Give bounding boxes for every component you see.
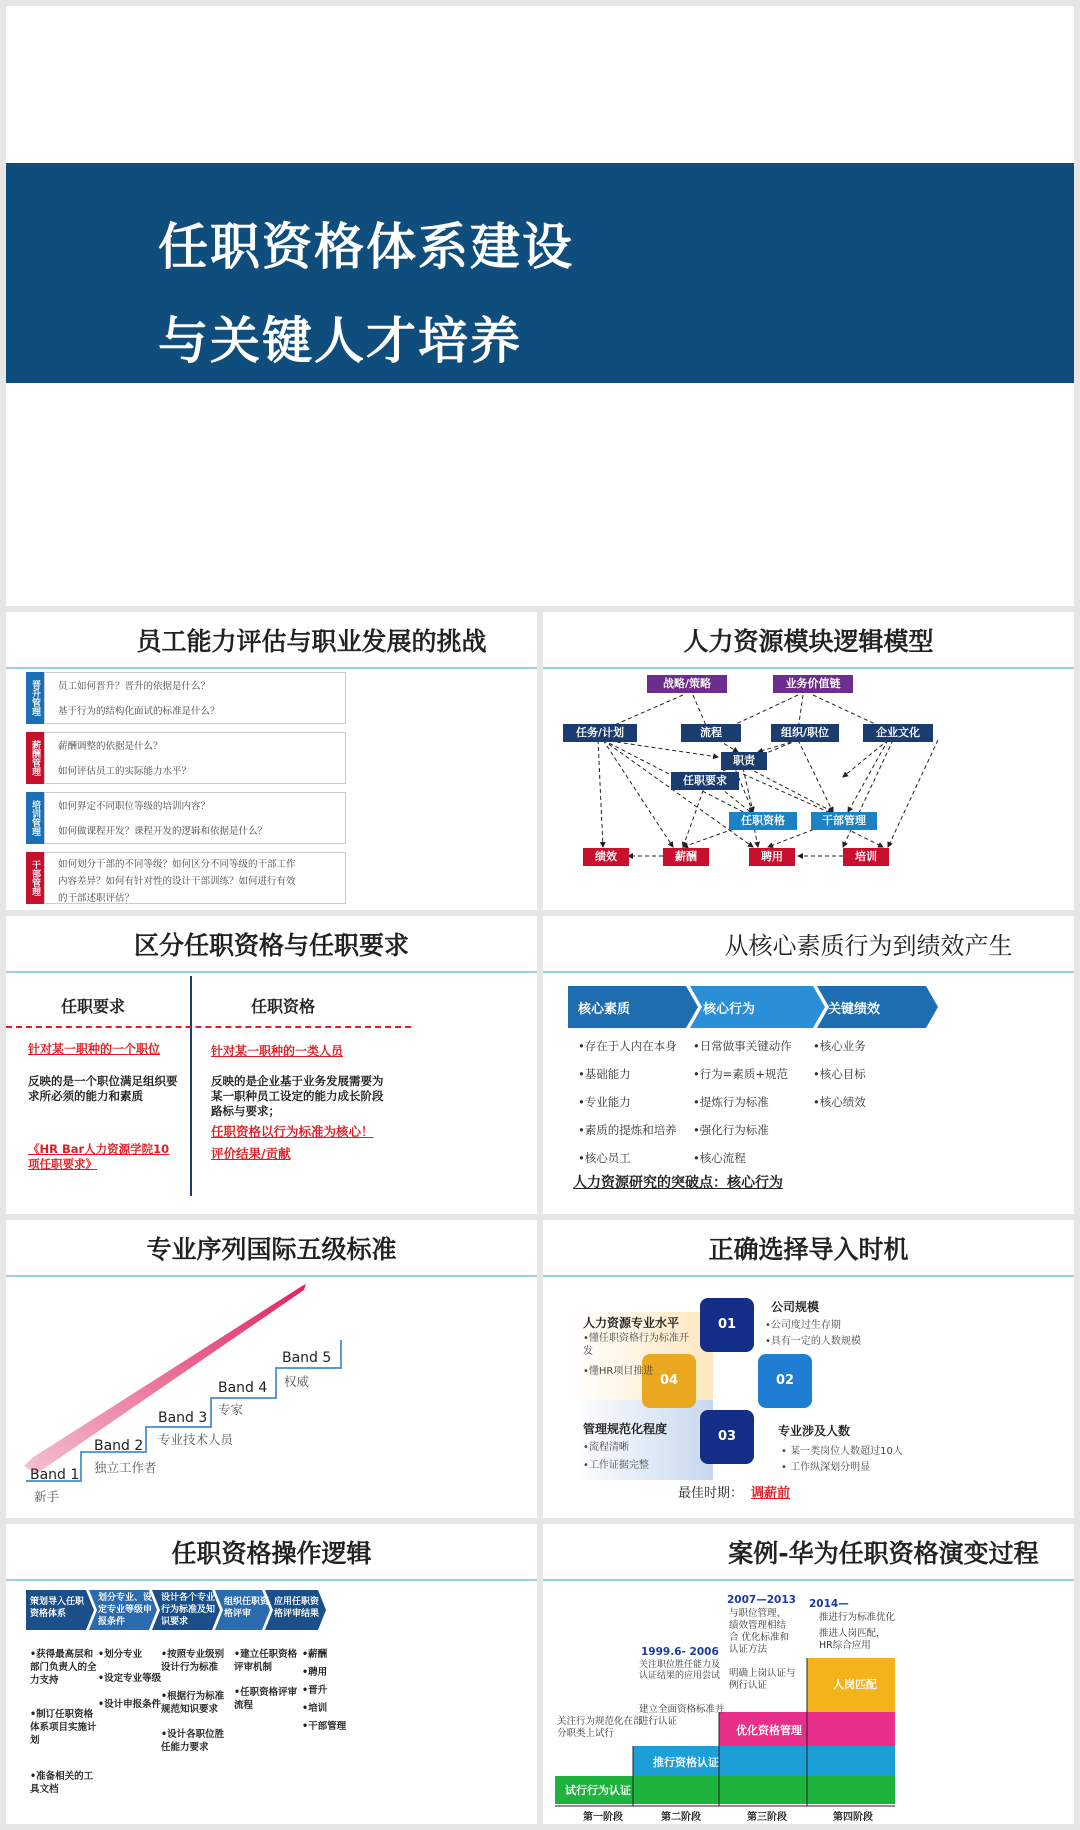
tl-line1: •懂任职资格行为标准开发 <box>583 1333 689 1357</box>
p3-year: 2014— <box>809 1598 849 1610</box>
br-title: 专业涉及人数 <box>778 1424 851 1438</box>
node-hire: 聘用 <box>749 848 795 866</box>
core-list-item: •核心绩效 <box>813 1095 866 1109</box>
node-performance: 绩效 <box>583 848 629 866</box>
node-requirement: 任职要求 <box>671 772 739 790</box>
slide-title: 专业序列国际五级标准 <box>146 1235 397 1264</box>
slide-title: 案例-华为任职资格演变过程 <box>728 1539 1039 1568</box>
stage-1: 第一阶段 <box>583 1812 623 1823</box>
challenge-tag: 干部管理 <box>26 852 44 904</box>
challenge-question: 内容差异？如何有针对性的设计干部训练？如何进行有效 <box>58 876 296 887</box>
operation-item: •设定专业等级 <box>98 1673 162 1684</box>
node-training: 培训 <box>843 848 889 866</box>
step-3: 设计各个专业行为标准及知识要求 <box>161 1593 216 1627</box>
operation-item: •建立任职资格评审机制 <box>234 1649 298 1673</box>
core-behavior-footer: 人力资源研究的突破点：核心行为 <box>573 1175 783 1191</box>
slide-title: 任职资格操作逻辑 <box>171 1539 372 1568</box>
node-duty: 职责 <box>721 752 767 770</box>
right-core: 任职资格以行为标准为核心！ <box>211 1124 374 1139</box>
band-label: Band 1 <box>30 1467 80 1483</box>
node-task-plan: 任务/计划 <box>563 724 637 742</box>
best-period-label: 最佳时期： <box>678 1486 744 1501</box>
bl-title: 管理规范化程度 <box>583 1422 668 1436</box>
operation-item: •晋升 <box>302 1685 328 1696</box>
slide-title: 正确选择导入时机 <box>708 1235 909 1264</box>
slide-timing <box>543 1220 1074 1518</box>
slide-title: 人力资源模块逻辑模型 <box>683 627 934 656</box>
operation-item: •设计各职位胜任能力要求 <box>161 1729 225 1753</box>
bl-line2: •工作证据完整 <box>583 1460 649 1471</box>
operation-item: •设计申报条件 <box>98 1699 162 1710</box>
band-label: Band 5 <box>282 1350 332 1366</box>
operation-item: •薪酬 <box>302 1649 328 1660</box>
bar1-label: 试行行为认证 <box>565 1784 631 1797</box>
tr-line2: •具有一定的人数规模 <box>765 1336 861 1347</box>
title-divider <box>543 1275 1074 1277</box>
best-period-value: 调薪前 <box>751 1486 791 1501</box>
quadrant-04: 04 <box>642 1354 696 1408</box>
operation-item: •获得最高层和部门负责人的全力支持 <box>30 1649 97 1686</box>
quadrant-01: 01 <box>700 1298 754 1352</box>
challenge-question: 薪酬调整的依据是什么？ <box>58 741 163 752</box>
core-list-item: •核心目标 <box>813 1067 866 1081</box>
node-cadre: 干部管理 <box>811 812 877 830</box>
bar4-label: 人岗匹配 <box>833 1678 877 1691</box>
bl-line1: •流程清晰 <box>583 1442 629 1453</box>
left-source: 《HR Bar人力资源学院10项任职要求》 <box>28 1142 170 1171</box>
slide-challenges <box>6 612 537 910</box>
challenge-question: 如何划分干部的不同等级？如何区分不同等级的干部工作 <box>58 859 296 870</box>
stage-dividers <box>543 1524 1074 1824</box>
slide-huawei-case <box>543 1524 1074 1824</box>
core-list-item: •核心员工 <box>578 1151 631 1165</box>
right-result: 评价结果/贡献 <box>211 1146 291 1161</box>
title-divider <box>6 971 537 973</box>
stage-2: 第二阶段 <box>661 1812 701 1823</box>
stage-3: 第三阶段 <box>747 1812 787 1823</box>
band-description: 独立工作者 <box>94 1460 157 1475</box>
core-list-item: •存在于人内在本身 <box>578 1039 677 1053</box>
challenge-question: 基于行为的结构化面试的标准是什么？ <box>58 706 220 717</box>
core-list-item: •提炼行为标准 <box>693 1095 769 1109</box>
head-core-behavior: 核心行为 <box>703 1002 756 1017</box>
slide-distinguish <box>6 916 537 1214</box>
tl-line2: •懂HR项目推进 <box>583 1366 654 1377</box>
challenge-question: 如何评估员工的实际能力水平？ <box>58 766 192 777</box>
operation-item: •培训 <box>302 1703 328 1714</box>
left-description: 反映的是一个职位满足组织要求所必须的能力和素质 <box>28 1074 178 1103</box>
p2-line1: 与职位管理、绩效管理相结合 优化标准和认证方法 <box>729 1608 790 1655</box>
core-list-item: •素质的提炼和培养 <box>578 1123 677 1137</box>
slide-operation-logic <box>6 1524 537 1824</box>
slide-title: 从核心素质行为到绩效产生 <box>724 932 1013 960</box>
p1-year: 1999.6- 2006 <box>641 1646 719 1658</box>
cover-title-band <box>6 163 1074 383</box>
operation-item: •任职资格评审流程 <box>234 1687 298 1711</box>
challenge-question: 如何做课程开发？课程开发的逻辑和依据是什么？ <box>58 826 268 837</box>
head-key-performance: 关键绩效 <box>828 1002 881 1017</box>
band-label: Band 2 <box>94 1438 144 1454</box>
tr-line1: •公司度过生存期 <box>765 1320 841 1331</box>
band-label: Band 4 <box>218 1380 268 1396</box>
bar2-label: 推行资格认证 <box>653 1756 719 1769</box>
node-strategy: 战略/策略 <box>647 675 727 693</box>
p1-line2: 建立全面资格标准并进行认证 <box>639 1704 725 1727</box>
challenge-question: 员工如何晋升？晋升的依据是什么？ <box>58 681 211 692</box>
column-divider <box>190 976 192 1196</box>
p2-line2: 明确上岗认证与例行认证 <box>729 1668 796 1691</box>
step-1: 策划导入任职资格体系 <box>30 1597 85 1619</box>
level-staircase <box>6 1220 537 1518</box>
slide-title: 区分任职资格与任职要求 <box>133 931 409 960</box>
challenge-tag: 培训管理 <box>26 792 44 844</box>
node-qualification: 任职资格 <box>729 812 797 830</box>
operation-item: •制订任职资格体系项目实施计划 <box>30 1709 97 1746</box>
challenge-tag: 薪酬管理 <box>26 732 44 784</box>
title-divider <box>6 1579 537 1581</box>
tl-title: 人力资源专业水平 <box>583 1316 680 1330</box>
quadrant-03: 03 <box>700 1410 754 1464</box>
br-line2: • 工作纵深划分明显 <box>781 1462 871 1473</box>
step-4: 组织任职资格评审 <box>224 1597 270 1619</box>
challenge-tag: 晋升管理 <box>26 672 44 724</box>
operation-item: •根据行为标准规范知识要求 <box>161 1691 225 1715</box>
p3-line1: 推进行为标准优化 <box>819 1612 896 1623</box>
p1-line1: 关注职位胜任能力及认证结果的应用尝试 <box>639 1660 721 1681</box>
p2-year: 2007—2013 <box>727 1594 796 1606</box>
operation-item: •聘用 <box>302 1667 328 1678</box>
node-process: 流程 <box>681 724 741 742</box>
p0-text: 关注行为规范化在部分职类上试行 <box>557 1716 643 1739</box>
dashed-divider <box>6 1026 411 1028</box>
core-list-item: •专业能力 <box>578 1095 631 1109</box>
slide-core-behavior <box>543 916 1074 1214</box>
title-divider <box>6 667 537 669</box>
stage-4: 第四阶段 <box>833 1812 873 1823</box>
slide-hr-model <box>543 612 1074 910</box>
quadrant-02: 02 <box>758 1354 812 1408</box>
right-heading: 任职资格 <box>251 997 316 1016</box>
band-description: 专家 <box>218 1402 244 1417</box>
p3-line2: 推进人岗匹配，HR综合应用 <box>819 1628 886 1651</box>
band-description: 新手 <box>34 1489 60 1504</box>
step-5: 应用任职资格评审结果 <box>274 1597 320 1619</box>
node-org-position: 组织/职位 <box>771 724 839 742</box>
core-list-item: •行为=素质+规范 <box>693 1067 789 1081</box>
operation-item: •按照专业级别设计行为标准 <box>161 1649 225 1673</box>
challenge-question: 如何界定不同职位等级的培训内容？ <box>58 801 211 812</box>
core-list-item: •强化行为标准 <box>693 1123 769 1137</box>
bar3-label: 优化资格管理 <box>736 1724 802 1737</box>
title-divider <box>543 971 1074 973</box>
core-list-item: •日常做事关键动作 <box>693 1039 792 1053</box>
left-target: 针对某一职种的一个职位 <box>28 1042 161 1056</box>
head-core-quality: 核心素质 <box>578 1002 631 1017</box>
challenge-question: 的干部述职评估？ <box>58 893 135 904</box>
slide-title: 员工能力评估与职业发展的挑战 <box>136 627 487 656</box>
node-value-chain: 业务价值链 <box>773 675 853 693</box>
left-heading: 任职要求 <box>61 997 126 1016</box>
slide-five-levels <box>6 1220 537 1518</box>
band-description: 专业技术人员 <box>158 1432 234 1447</box>
tr-title: 公司规模 <box>771 1300 820 1314</box>
cover-title-line1: 任职资格体系建设 <box>158 218 574 276</box>
cover-title-line2: 与关键人才培养 <box>158 312 522 370</box>
core-list-item: •核心流程 <box>693 1151 746 1165</box>
operation-item: •划分专业 <box>98 1649 143 1660</box>
node-salary: 薪酬 <box>663 848 709 866</box>
right-target: 针对某一职种的一类人员 <box>211 1044 344 1058</box>
core-list-item: •基础能力 <box>578 1067 631 1081</box>
cover-slide <box>6 6 1074 606</box>
br-line1: • 某一类岗位人数超过10人 <box>781 1446 903 1457</box>
operation-item: •准备相关的工具文档 <box>30 1771 94 1795</box>
band-description: 权威 <box>284 1374 310 1389</box>
right-description: 反映的是企业基于业务发展需要为某一职种员工设定的能力成长阶段路标与要求； <box>211 1074 384 1118</box>
operation-item: •干部管理 <box>302 1721 347 1732</box>
core-list-item: •核心业务 <box>813 1039 866 1053</box>
node-culture: 企业文化 <box>863 724 933 742</box>
band-label: Band 3 <box>158 1410 208 1426</box>
step-2: 划分专业、设定专业等级申报条件 <box>98 1593 153 1627</box>
